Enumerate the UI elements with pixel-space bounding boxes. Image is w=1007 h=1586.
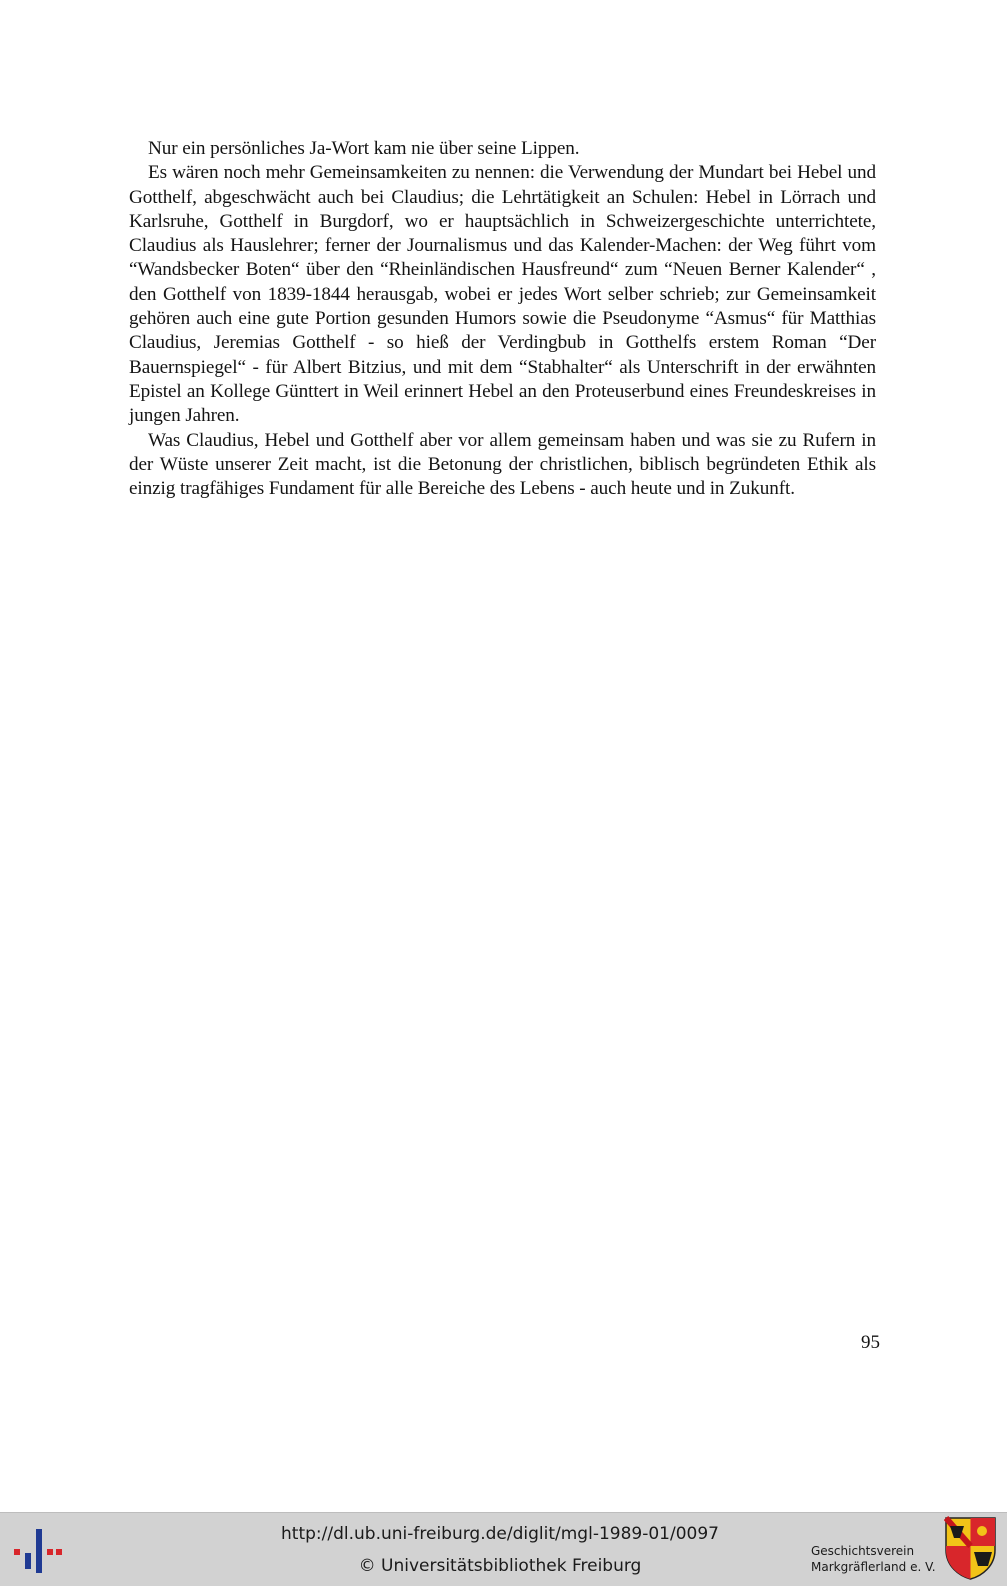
body-text xyxy=(129,137,876,501)
library-logo-icon[interactable] xyxy=(12,1525,64,1577)
coat-of-arms-icon xyxy=(944,1516,997,1581)
paragraph-3: Was Claudius, Hebel und Gotthelf aber vor allem gemeinsam haben und was sie zu Rufern in der Wüste unserer Zeit macht, ist die Betonung der christlichen, biblisch begründeten Ethik als einzig tragfähiges Fundament für alle Bereiche des Lebens - auch heute und in Zukunft. xyxy=(129,429,876,500)
society-line-2: Markgräflerland e. V. xyxy=(811,1560,936,1574)
copyright-text: © Universitätsbibliothek Freiburg xyxy=(358,1556,642,1576)
paragraph-1: Nur ein persönliches Ja-Wort kam nie über seine Lippen. xyxy=(148,138,580,159)
society-name xyxy=(811,1543,941,1575)
paragraph-2: Es wären noch mehr Gemeinsamkeiten zu nennen: die Verwendung der Mundart bei Hebel und Gotthelf, abgeschwächt auch bei Claudius; die Lehrtätigkeit an Schulen: Hebel in Lörrach und Karlsruhe, Gotthelf in Burgdorf, wo er hauptsächlich in Schweizergeschichte unterrichtete, Claudius als Hauslehrer; ferner der Journalismus und das Kalender-Machen: der Weg führt vom “Wandsbecker Boten“ über den “Rheinländischen Hausfreund“ zum “Neuen Berner Kalender“ , den Gotthelf von 1839-1844 herausgab, wobei er jedes Wort selber schrieb; zur Gemeinsamkeit gehören auch eine gute Portion gesunden Humors sowie die Pseudonyme “Asmus“ für Matthias Claudius, Jeremias Gotthelf - so hieß der Verdingbub in Gotthelfs erstem Roman “Der Bauernspiegel“ - für Albert Bitzius, und mit dem “Stabhalter“ als Unterschrift in der erwähnten Epistel an Kollege Günttert in Weil erinnert Hebel an den Proteuserbund eines Freundeskreises in jungen Jahren. xyxy=(129,162,876,427)
society-line-1: Geschichtsverein xyxy=(811,1544,915,1558)
permalink-url[interactable]: http://dl.ub.uni-freiburg.de/diglit/mgl-1989-01/0097 xyxy=(281,1524,719,1544)
page-number: 95 xyxy=(861,1332,880,1353)
viewer-footer xyxy=(0,1512,1007,1586)
